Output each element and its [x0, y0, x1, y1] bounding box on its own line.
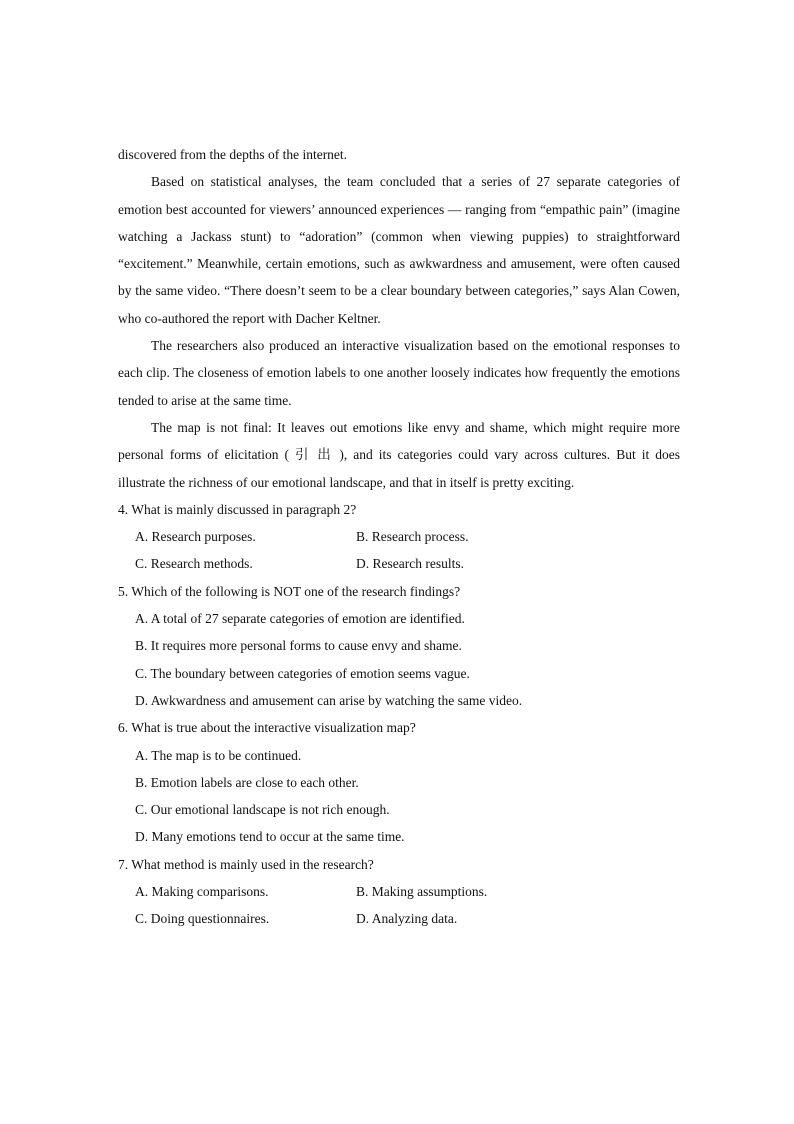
option-a: A. The map is to be continued. — [135, 747, 302, 763]
option-d: D. Research results. — [356, 556, 464, 572]
passage-paragraph-4: The map is not final: It leaves out emotions like envy and shame, which might require more personal forms of elicitation ( 引 出 ), and its categories could vary across cultures. But it does illustrate the richness of our emotional landscape, and that in itself is pretty exciting. — [118, 419, 680, 490]
passage-paragraph-2: Based on statistical analyses, the team concluded that a series of 27 separate categories of emotion best accounted for viewers’ announced experiences — ranging from “empathic pain” (imagine watching a Jackass stunt) to “adoration” (common when viewing puppies) to straightforward “excitement.” Meanwhile, certain emotions, such as awkwardness and amusement, were often caused by the same video. “There doesn’t seem to be a clear boundary between categories,” says Alan Cowen, who co-authored the report with Dacher Keltner. — [118, 174, 680, 326]
option-list — [118, 742, 680, 851]
option-c: C. Our emotional landscape is not rich enough. — [135, 802, 390, 818]
option-list — [118, 878, 680, 933]
option-list — [118, 523, 680, 578]
passage-paragraph-3: The researchers also produced an interactive visualization based on the emotional responses to each clip. The closeness of emotion labels to one another loosely indicates how frequently the emotions tended to arise at the same time. — [118, 338, 680, 408]
passage-continuation: discovered from the depths of the internet. — [118, 147, 348, 162]
option-b: B. It requires more personal forms to cause envy and shame. — [135, 638, 462, 654]
question-5 — [118, 578, 680, 714]
option-c: C. The boundary between categories of emotion seems vague. — [135, 665, 470, 681]
question-stem: 4. What is mainly discussed in paragraph 2? — [118, 501, 357, 517]
option-b: B. Making assumptions. — [356, 884, 488, 900]
option-c: C. Research methods. — [135, 556, 253, 572]
option-b: B. Emotion labels are close to each other. — [135, 774, 359, 790]
option-a: A. Making comparisons. — [135, 884, 269, 900]
question-stem: 5. Which of the following is NOT one of the research findings? — [118, 583, 461, 599]
option-c: C. Doing questionnaires. — [135, 911, 270, 927]
option-list — [118, 605, 680, 714]
question-7 — [118, 851, 680, 933]
question-stem: 6. What is true about the interactive visualization map? — [118, 720, 416, 736]
question-stem: 7. What method is mainly used in the research? — [118, 856, 374, 872]
question-6 — [118, 714, 680, 850]
option-d: D. Analyzing data. — [356, 911, 458, 927]
option-b: B. Research process. — [356, 529, 469, 545]
document-page — [118, 141, 680, 933]
option-d: D. Many emotions tend to occur at the same time. — [135, 829, 405, 845]
option-a: A. Research purposes. — [135, 529, 256, 545]
option-a: A. A total of 27 separate categories of emotion are identified. — [135, 611, 465, 627]
option-d: D. Awkwardness and amusement can arise by watching the same video. — [135, 692, 523, 708]
question-4 — [118, 496, 680, 578]
